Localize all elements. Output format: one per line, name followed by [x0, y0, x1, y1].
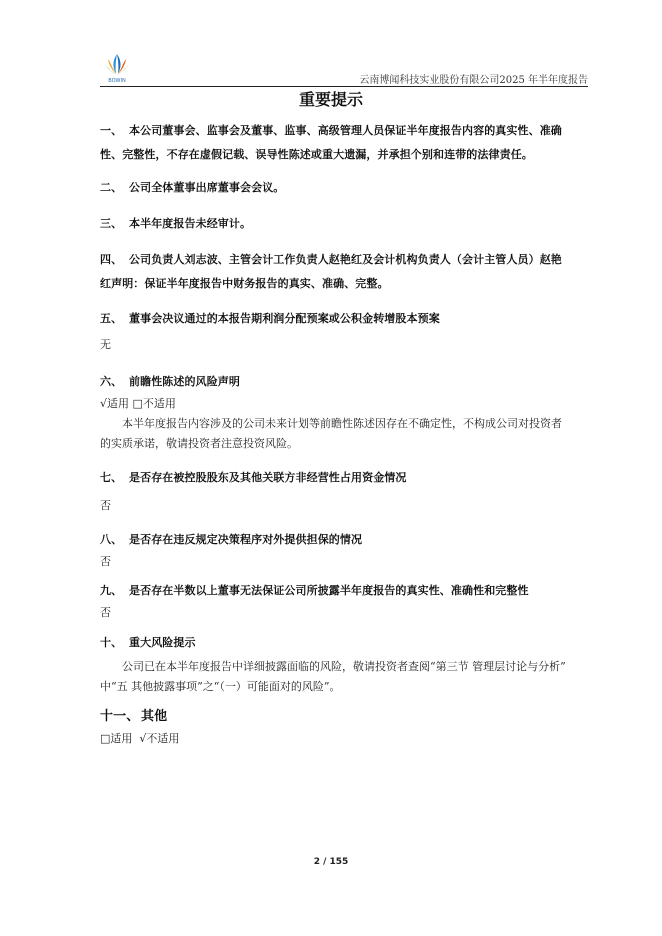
section-heading: 本公司董事会、监事会及董事、监事、高级管理人员保证半年度报告内容的真实性、准确: [129, 124, 562, 137]
section-number: 四、: [100, 253, 123, 266]
section-heading: 是否存在违反规定决策程序对外提供担保的情况: [129, 533, 363, 546]
option-applicable-checked: √适用: [100, 397, 130, 410]
page-number: 2 / 155: [313, 857, 349, 867]
section-number: 九、: [100, 584, 123, 597]
section-8: [100, 528, 590, 572]
section-number: 一、: [100, 124, 123, 137]
section-number: 二、: [100, 181, 123, 194]
section-2: [100, 176, 590, 200]
section-number: 五、: [100, 312, 123, 325]
section-heading: 是否存在被控股股东及其他关联方非经营性占用资金情况: [129, 471, 407, 484]
section-number: 六、: [100, 375, 123, 388]
section-1: [100, 119, 590, 167]
option-not-applicable-checked: √不适用: [139, 732, 180, 745]
section-number: 八、: [100, 533, 123, 546]
section-11: [100, 705, 590, 749]
section-5: [100, 307, 590, 355]
section-10: [100, 631, 590, 697]
option-applicable: □适用: [100, 732, 133, 745]
page-title: 重要提示: [298, 90, 363, 109]
company-logo: [100, 50, 134, 84]
section-heading: 本半年度报告未经审计。: [129, 217, 252, 230]
applicability-options: [100, 729, 590, 749]
paragraph-line: 中“五 其他披露事项”之“（一）可能面对的风险”。: [100, 680, 341, 693]
section-answer: 否: [100, 499, 111, 512]
section-3: [100, 212, 590, 236]
section-heading: 董事会决议通过的本报告期利润分配预案或公积金转增股本预案: [129, 312, 440, 325]
section-9: [100, 579, 590, 623]
header-title: 云南博闻科技实业股份有限公司2025 年半年度报告: [359, 75, 588, 86]
section-heading-continued: 性、完整性，不存在虚假记载、误导性陈述或重大遗漏，并承担个别和连带的法律责任。: [100, 148, 533, 161]
section-answer: 否: [100, 606, 111, 619]
paragraph-line: 本半年度报告内容涉及的公司未来计划等前瞻性陈述因存在不确定性，不构成公司对投资者: [122, 417, 562, 430]
section-number: 三、: [100, 217, 123, 230]
option-not-applicable: □不适用: [132, 397, 176, 410]
paragraph-line: 公司已在本半年度报告中详细披露面临的风险，敬请投资者查阅“第三节 管理层讨论与分析”: [122, 660, 566, 673]
section-4: [100, 248, 590, 296]
section-7: [100, 466, 590, 516]
section-6: [100, 370, 590, 454]
section-heading: 重大风险提示: [129, 636, 196, 649]
applicability-options: [100, 394, 590, 414]
section-heading: 是否存在半数以上董事无法保证公司所披露半年度报告的真实性、准确性和完整性: [129, 584, 529, 597]
section-heading: 其他: [141, 709, 168, 724]
section-heading: 前瞻性陈述的风险声明: [129, 375, 240, 388]
section-number: 十一、: [100, 709, 140, 724]
paragraph-line: 的实质承诺，敬请投资者注意投资风险。: [100, 437, 298, 450]
section-answer: 否: [100, 555, 111, 568]
section-number: 十、: [100, 636, 123, 649]
logo-text: BOWIN: [108, 78, 126, 84]
section-number: 七、: [100, 471, 123, 484]
section-heading: 公司全体董事出席董事会会议。: [129, 181, 285, 194]
section-heading: 公司负责人刘志波、主管会计工作负责人赵艳红及会计机构负责人（会计主管人员）赵艳: [129, 253, 562, 266]
section-answer: 无: [100, 338, 111, 351]
section-heading-continued: 红声明：保证半年度报告中财务报告的真实、准确、完整。: [100, 277, 389, 290]
